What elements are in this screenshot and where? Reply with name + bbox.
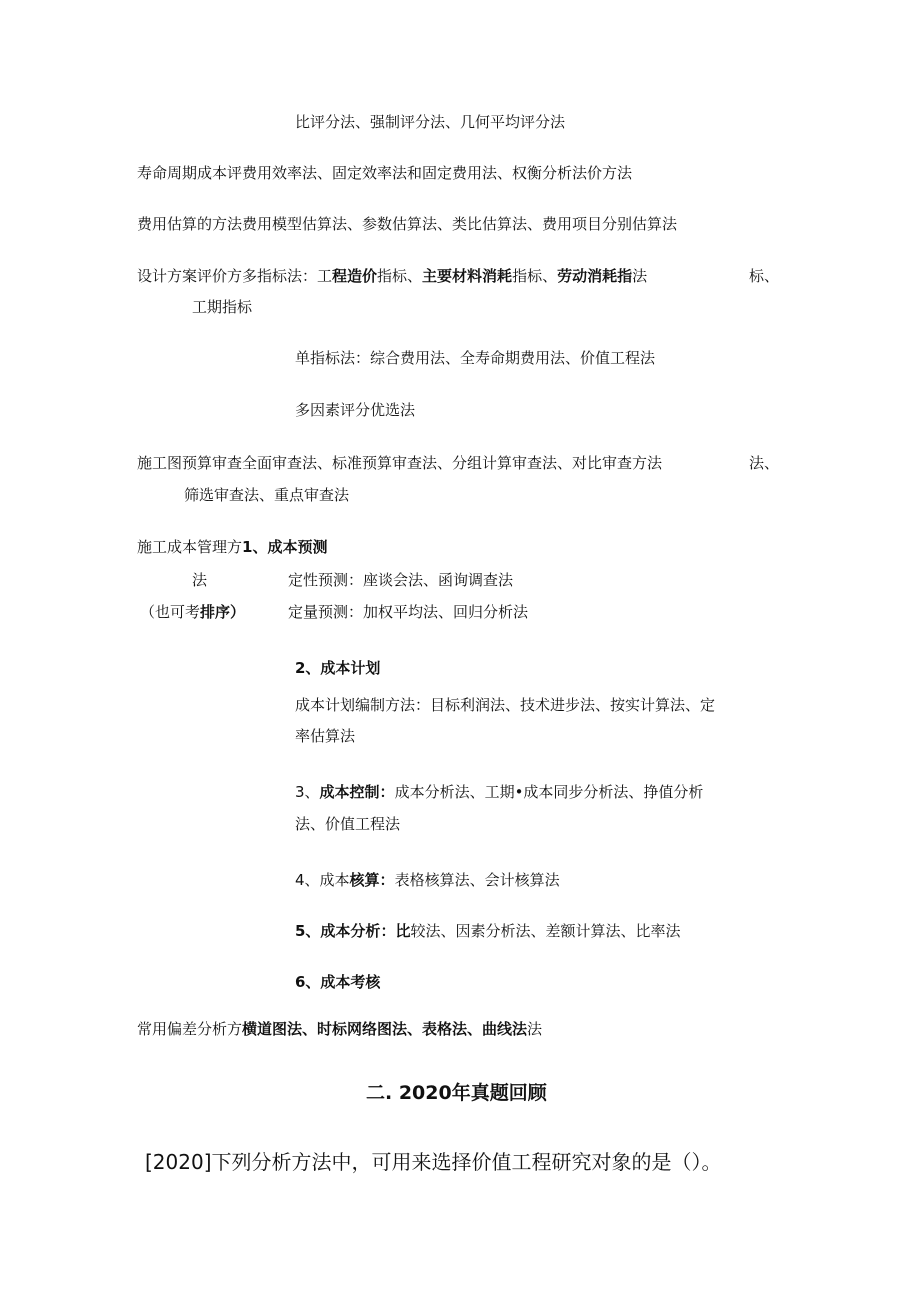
deviation-bold: 横道图法、时标网络图法、表格法、曲线法: [242, 1020, 528, 1038]
design-prefix: 设计方案评价方多指标法：工: [137, 267, 333, 285]
cost-item-5: [295, 921, 680, 941]
design-eval-line: [137, 266, 647, 286]
section-title: 二. 2020年真题回顾: [366, 1082, 547, 1104]
cost-item-1: 1、成本预测: [242, 538, 328, 556]
cost-item-4: [295, 870, 560, 890]
design-bold-2: 主要材料消耗: [422, 267, 513, 285]
lifecycle-cost-line: 寿命周期成本评费用效率法、固定效率法和固定费用法、权衡分析法价方法: [137, 164, 633, 182]
budget-review-tail: 法、: [749, 454, 780, 472]
design-eval-tail: 标、: [749, 267, 780, 285]
cost-item-4-c: 表格核算法、会计核算法: [394, 871, 560, 889]
cost-item-5-a: 5、成本分析：比: [295, 922, 411, 940]
design-bold-1: 程造价: [332, 267, 378, 285]
question-text: [2020]下列分析方法中，可用来选择价值工程研究对象的是（）。: [145, 1150, 722, 1174]
budget-review-line2: 筛选审查法、重点审查法: [184, 486, 350, 504]
cost-mgmt-line: [137, 537, 327, 557]
deviation-analysis-line: [137, 1019, 542, 1039]
eval-methods-line: 比评分法、强制评分法、几何平均评分法: [295, 113, 566, 131]
quantitative-forecast: 定量预测：加权平均法、回归分析法: [288, 603, 529, 621]
single-index-line: 单指标法：综合费用法、全寿命期费用法、价值工程法: [295, 349, 656, 367]
cost-mgmt-title: 施工成本管理方: [137, 538, 243, 556]
cost-estimate-line: 费用估算的方法费用模型估算法、参数估算法、类比估算法、费用项目分别估算法: [137, 215, 678, 233]
cost-item-3-title: 成本控制：: [319, 783, 395, 801]
cost-item-2: 2、成本计划: [295, 659, 381, 677]
deviation-suffix: 法: [527, 1020, 543, 1038]
budget-review-line: 施工图预算审查全面审查法、标准预算审查法、分组计算审查法、对比审查方法: [137, 454, 663, 472]
design-text-2: 指标、: [512, 267, 558, 285]
deviation-prefix: 常用偏差分析方: [137, 1020, 243, 1038]
design-text-3: 法: [632, 267, 648, 285]
design-eval-line2: 工期指标: [192, 298, 253, 316]
cost-item-3: [295, 782, 703, 802]
cost-mgmt-fa: 法: [192, 571, 208, 589]
cost-plan-line2: 率估算法: [295, 727, 356, 745]
cost-item-3-num: 3、: [295, 783, 320, 801]
sort-note-a: （也可考: [140, 603, 201, 621]
multi-factor-line: 多因素评分优选法: [295, 401, 416, 419]
sort-note-b: 排序）: [200, 603, 246, 621]
cost-plan-line1: 成本计划编制方法：目标利润法、技术进步法、按实计算法、定: [295, 696, 716, 714]
qualitative-forecast: 定性预测：座谈会法、函询调查法: [288, 571, 514, 589]
cost-item-5-b: 较法、因素分析法、差额计算法、比率法: [410, 922, 681, 940]
cost-item-3-line2: 法、价值工程法: [295, 815, 401, 833]
cost-item-4-a: 4、成本: [295, 871, 350, 889]
cost-item-4-b: 核算：: [349, 871, 395, 889]
design-bold-3: 劳动消耗指: [557, 267, 633, 285]
sort-note: [140, 602, 245, 622]
cost-item-3-text: 成本分析法、工期•成本同步分析法、挣值分析: [394, 783, 704, 801]
cost-item-6: 6、成本考核: [295, 973, 381, 991]
design-text-1: 指标、: [377, 267, 423, 285]
